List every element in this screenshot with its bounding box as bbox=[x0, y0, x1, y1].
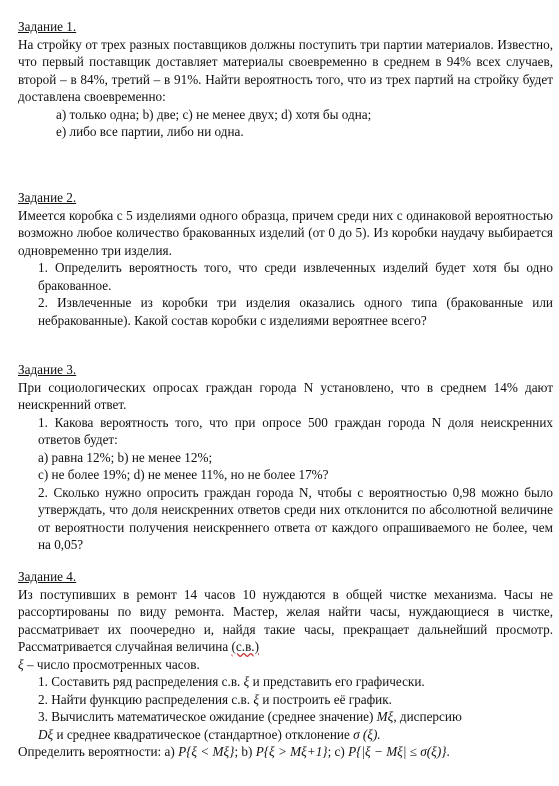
task-3-question-1: 1. Какова вероятность того, что при опросе 500 граждан города N доля неискренних ответов будет: bbox=[38, 414, 553, 447]
task-1-title: Задание 1. bbox=[18, 19, 77, 34]
task-3-answers-1: а) равна 12%; b) не менее 12%; bbox=[38, 449, 213, 465]
task-3-text: При социологических опросах граждан города N установлено, что в среднем 14% дают неискренний ответ. bbox=[18, 379, 553, 412]
task-4 bbox=[18, 568, 553, 761]
task-1-text: На стройку от трех разных поставщиков должны поступить три партии материалов. Известно, что первый поставщик доставляет материалы своевременно в среднем в 94% всех случаев, второй – в 84%, третий – в 91%. Найти вероятность того, что из трех партий на стройку будет доставлена своевременно: bbox=[18, 36, 553, 104]
task-4-rv-abbrev: (с.в.) bbox=[231, 639, 259, 654]
task-4-prob-a: P{ξ < Mξ} bbox=[178, 744, 235, 759]
task-4-item-2-c: и построить её график. bbox=[259, 691, 392, 707]
task-4-item-3-a: 3. Вычислить математическое ожидание (среднее значение) bbox=[38, 709, 377, 724]
task-4-prob-end: . bbox=[446, 744, 450, 759]
task-4-title: Задание 4. bbox=[18, 569, 77, 584]
task-4-item-3-cont bbox=[18, 726, 553, 744]
task-4-item-1-xi: ξ bbox=[243, 674, 250, 689]
task-4-item-1 bbox=[18, 673, 553, 691]
task-4-xi: ξ bbox=[18, 656, 24, 672]
task-4-item-3-c: , дисперсию bbox=[393, 709, 462, 724]
task-3-title: Задание 3. bbox=[18, 362, 77, 377]
task-1-options-1: а) только одна; b) две; c) не менее двух; d) хотя бы одна; bbox=[56, 106, 372, 122]
task-4-text-a: Из поступивших в ремонт 14 часов 10 нуждаются в общей чистке механизма. Часы не рассортированы по виду ремонта. Мастер, желая найти часы, нуждающиеся в чистке, рассматривает их поочередно и, найдя такие часы, прекращает дальнейший просмотр. Рассматривается случайная величина bbox=[18, 586, 553, 654]
task-3-question-2: 2. Сколько нужно опросить граждан города N, чтобы с вероятностью 0,98 можно было утверждать, что доля неискренних ответов среди них отклонится по абсолютной величине от вероятности получения неискреннего ответа от каждого опрашиваемого не более, чем на 0,05? bbox=[38, 484, 553, 552]
task-2-title: Задание 2. bbox=[18, 190, 77, 205]
task-2-question-2: 2. Извлеченные из коробки три изделия оказались одного типа (бракованные или небракованные). Какой состав коробки с изделиями вероятнее всего? bbox=[38, 295, 553, 328]
task-4-item-3-mxi: Mξ bbox=[376, 709, 394, 724]
task-4-prob-b-label: ; b) bbox=[234, 744, 256, 759]
task-1 bbox=[18, 18, 553, 141]
task-1-options-2: е) либо все партии, либо ни одна. bbox=[56, 124, 244, 139]
task-4-probabilities bbox=[18, 743, 553, 761]
task-2-question-1: 1. Определить вероятность того, что среди извлеченных изделий будет хотя бы одно бракованное. bbox=[38, 260, 553, 293]
task-4-prob-c: P{|ξ − Mξ| ≤ σ(ξ)} bbox=[348, 744, 447, 759]
task-3 bbox=[18, 361, 553, 554]
task-4-item-2 bbox=[18, 691, 553, 709]
task-4-item-1-a: 1. Составить ряд распределения с.в. bbox=[38, 674, 244, 689]
task-4-item-3 bbox=[18, 708, 553, 726]
task-4-item-3-e: и среднее квадратическое (стандартное) отклонение bbox=[53, 726, 354, 742]
task-4-prob-label: Определить вероятности: a) bbox=[18, 744, 179, 759]
task-4-prob-b: P{ξ > Mξ+1} bbox=[255, 744, 328, 759]
task-2-text: Имеется коробка с 5 изделиями одного образца, причем среди них с одинаковой вероятностью возможно любое количество бракованных изделий (от 0 до 5). Из коробки наудачу выбирается одновременно три изделия. bbox=[18, 207, 553, 258]
task-4-text-d: – число просмотренных часов. bbox=[23, 656, 200, 672]
task-4-item-2-a: 2. Найти функцию распределения с.в. bbox=[38, 691, 254, 707]
task-3-answers-2: с) не более 19%; d) не менее 11%, но не более 17%? bbox=[38, 467, 329, 482]
task-4-item-2-xi: ξ bbox=[253, 691, 260, 707]
task-4-item-3-dxi: Dξ bbox=[38, 726, 54, 742]
task-4-item-1-c: и представить его графически. bbox=[249, 674, 425, 689]
task-2 bbox=[18, 189, 553, 329]
task-4-item-3-sigma: σ (ξ). bbox=[353, 726, 381, 742]
task-4-prob-c-label: ; c) bbox=[327, 744, 349, 759]
task-4-text bbox=[18, 586, 553, 674]
